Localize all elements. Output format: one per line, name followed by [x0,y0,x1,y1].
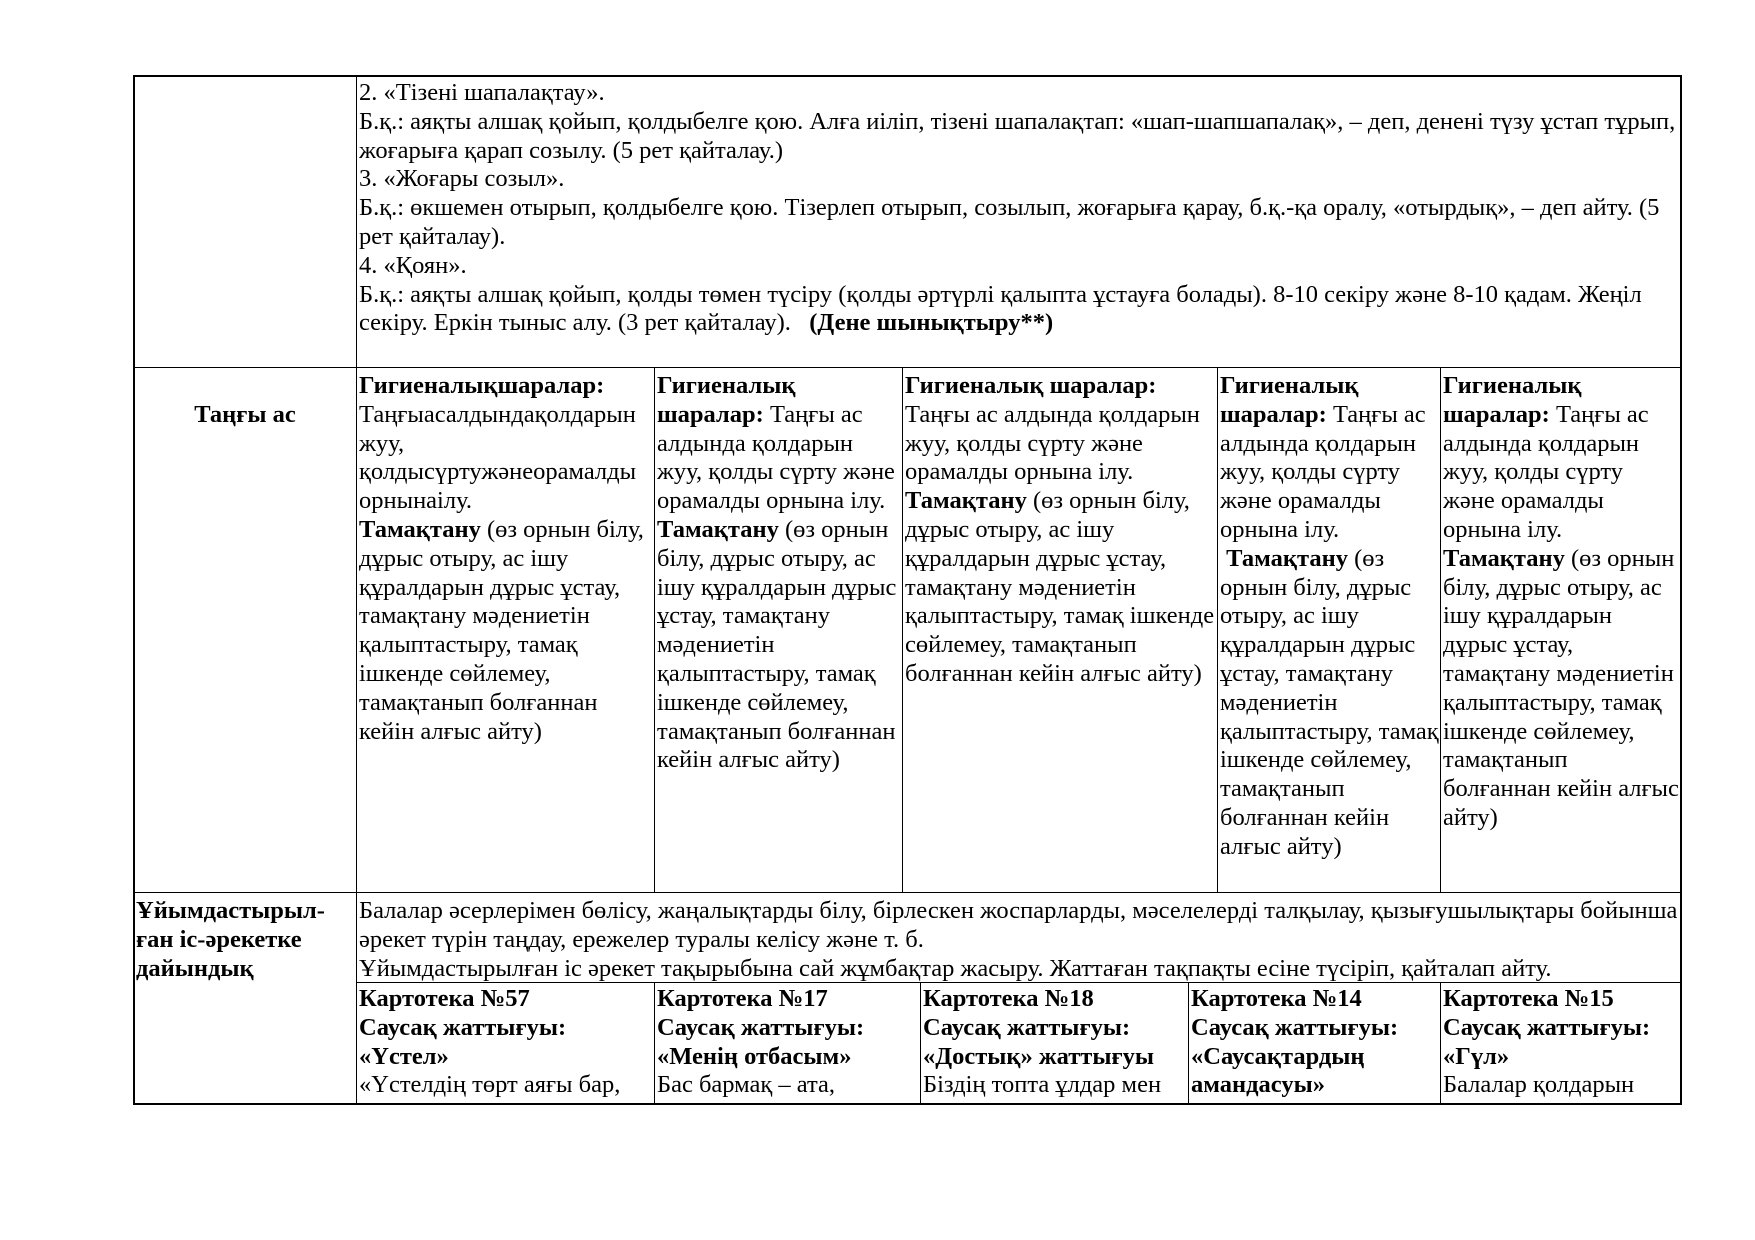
breakfast-cell-1 [359,372,653,890]
exercise-line: Б.қ.: аяқты алшақ қойып, қолды төмен түсіру (қолды әртүрлі қалыпта ұстауға болады). 8-10 секіру және 8-10 қадам. Жеңіл [359,280,1642,308]
eating-heading: Тамақтану [359,515,481,543]
eating-text: (өз орнын білу, дұрыс отыру, ас ішу құралдарын дұрыс ұстау, тамақтану мәдениетін қалыптастыру, тамақ ішкенде сөйлемеу, тамақтанып болғаннан кейін алғыс айту) [657,515,897,774]
row-label-breakfast [136,372,354,430]
exercise-line [359,309,1680,338]
hygiene-heading: Гигиеналық шаралар: [657,372,796,428]
exercise-line: рет қайталау). [359,222,506,250]
card-col-divider [920,982,921,1105]
exercise-line: Б.қ.: аяқты алшақ қойып, қолдыбелге қою. Алға иіліп, тізені шапалақтап: «шап-шапшапалақ», – деп, денені түзу ұстап тұрып, [359,107,1676,135]
exercise-line-text: секіру. Еркін тыныс алу. (3 рет қайталау). [359,309,791,337]
exercise-subject: (Дене шынықтыру**) [809,309,1054,337]
exercise-line: жоғарыға қарап созылу. (5 рет қайталау.) [359,136,784,164]
breakfast-cell-3 [905,372,1216,890]
hygiene-text: Таңғы ас алдында қолдарын жуу, қолды сүрту және орамалды орнына ілу. [905,400,1200,486]
column-divider-left [356,75,357,1105]
card-text: Балалар қолдарын [1443,1071,1635,1099]
hygiene-text: Таңғы ас алдында қолдарын жуу, қолды сүрту және орамалды орнына ілу. [1220,400,1426,543]
card-title: Картотека №17 [657,985,828,1012]
eating-text: (өз орнын білу, дұрыс отыру, ас ішу құралдарын дұрыс ұстау, тамақтану мәдениетін қалыптастыру, тамақ ішкенде сөйлемеу, тамақтанып болғаннан кейін алғыс айту) [905,487,1215,687]
eating-heading: Тамақтану [657,515,779,543]
eating-text: (өз орнын білу, дұрыс отыру, ас ішу құралдарын дұрыс ұстау, тамақтану мәдениетін қалыптастыру, тамақ ішкенде сөйлемеу, тамақтанып болғаннан кейін алғыс айту) [1443,544,1679,831]
card-title: Картотека №18 [923,985,1094,1012]
hygiene-heading: Гигиеналық шаралар: [1443,372,1582,428]
exercise-line: Б.қ.: өкшемен отырып, қолдыбелге қою. Тізерлеп отырып, созылып, жоғарыға қарау, б.қ.-қа оралу, «отырдық», – деп айту. (5 [359,194,1660,222]
breakfast-col-divider [902,367,903,892]
card-text: «Үстелдің төрт аяғы бар, [359,1071,621,1099]
card-name: «Үстел» [359,1042,449,1070]
card-title: Картотека №14 [1191,985,1362,1012]
card-15 [1443,985,1680,1103]
card-subtitle: Саусақ жаттығуы: [359,1013,567,1041]
card-subtitle: Саусақ жаттығуы: [657,1013,865,1041]
card-col-divider [654,982,655,1105]
row-divider-prep [133,892,1682,893]
card-name: «Менің отбасым» [657,1042,852,1070]
row-divider-cards [356,982,1682,983]
eating-text: (өз орнын білу, дұрыс отыру, ас ішу құралдарын дұрыс ұстау, тамақтану мәдениетін қалыптастыру, тамақ ішкенде сөйлемеу, тамақтанып болғаннан кейін алғыс айту) [1220,544,1439,860]
card-text: Біздің топта ұлдар мен [923,1071,1162,1099]
breakfast-cell-4 [1220,372,1439,890]
hygiene-heading: Гигиеналық шаралар: [1220,372,1359,428]
hygiene-text: Таңғы ас алдында қолдарын жуу, қолды сүрту және орамалды орнына ілу. [657,400,895,515]
card-name: «Саусақтардың амандасуы» [1191,1042,1365,1099]
breakfast-col-divider [1217,367,1218,892]
eating-text: (өз орнын білу, дұрыс отыру, ас ішу құралдарын дұрыс ұстау, тамақтану мәдениетін қалыптастыру, тамақ ішкенде сөйлемеу, тамақтанып болғаннан кейін алғыс айту) [359,515,644,745]
row-label-prep [136,897,354,983]
eating-heading: Тамақтану [1226,544,1348,572]
exercise-line: 3. «Жоғары созыл». [359,165,565,193]
row-label-breakfast-text: Таңғы ас [194,400,296,428]
card-name: «Гүл» [1443,1042,1510,1070]
card-18 [923,985,1187,1103]
card-14 [1191,985,1439,1103]
card-col-divider [1188,982,1189,1105]
prep-text: Балалар әсерлерімен бөлісу, жаңалықтарды білу, бірлескен жоспарларды, мәселелерді талқылау, қызығушылықтары бойынша әрекет түрін таңдау, ережелер туралы келісу және т. б. Ұйымдастырылған іс әрекет тақырыбына сай жұмбақтар жасыру. Жаттаған тақпақты есіне түсіріп, қайталап айту. [359,897,1678,981]
card-subtitle: Саусақ жаттығуы: [1443,1013,1651,1041]
card-subtitle: Саусақ жаттығуы: [923,1013,1131,1041]
exercises-text [359,79,1680,365]
row-label-prep-text: Ұйымдастырыл-ған іс-әрекетке дайындық [136,897,325,982]
breakfast-col-divider [654,367,655,892]
hygiene-heading: Гигиеналықшаралар: [359,372,605,399]
card-title: Картотека №15 [1443,985,1614,1012]
hygiene-heading: Гигиеналық шаралар: [905,372,1157,399]
breakfast-col-divider [1440,367,1441,892]
card-col-divider [1440,982,1441,1105]
card-name: «Достық» жаттығуы [923,1042,1154,1070]
card-17 [657,985,919,1103]
breakfast-cell-2 [657,372,901,890]
hygiene-text: Таңғы ас алдында қолдарын жуу, қолды сүрту және орамалды орнына ілу. [1443,400,1649,543]
eating-heading: Тамақтану [1443,544,1565,572]
exercise-line: 2. «Тізені шапалақтау». [359,79,605,106]
hygiene-text: Таңғыасалдындақолдарын жуу, қолдысүртужәнеорамалды орнынаілу. [359,400,637,515]
exercise-line: 4. «Қоян». [359,251,467,279]
breakfast-cell-5 [1443,372,1680,890]
card-subtitle: Саусақ жаттығуы: [1191,1013,1399,1041]
card-title: Картотека №57 [359,985,530,1012]
row-divider-breakfast [133,367,1682,368]
card-57 [359,985,653,1103]
card-text: Бас бармақ – ата, [657,1071,836,1099]
eating-heading: Тамақтану [905,487,1027,515]
